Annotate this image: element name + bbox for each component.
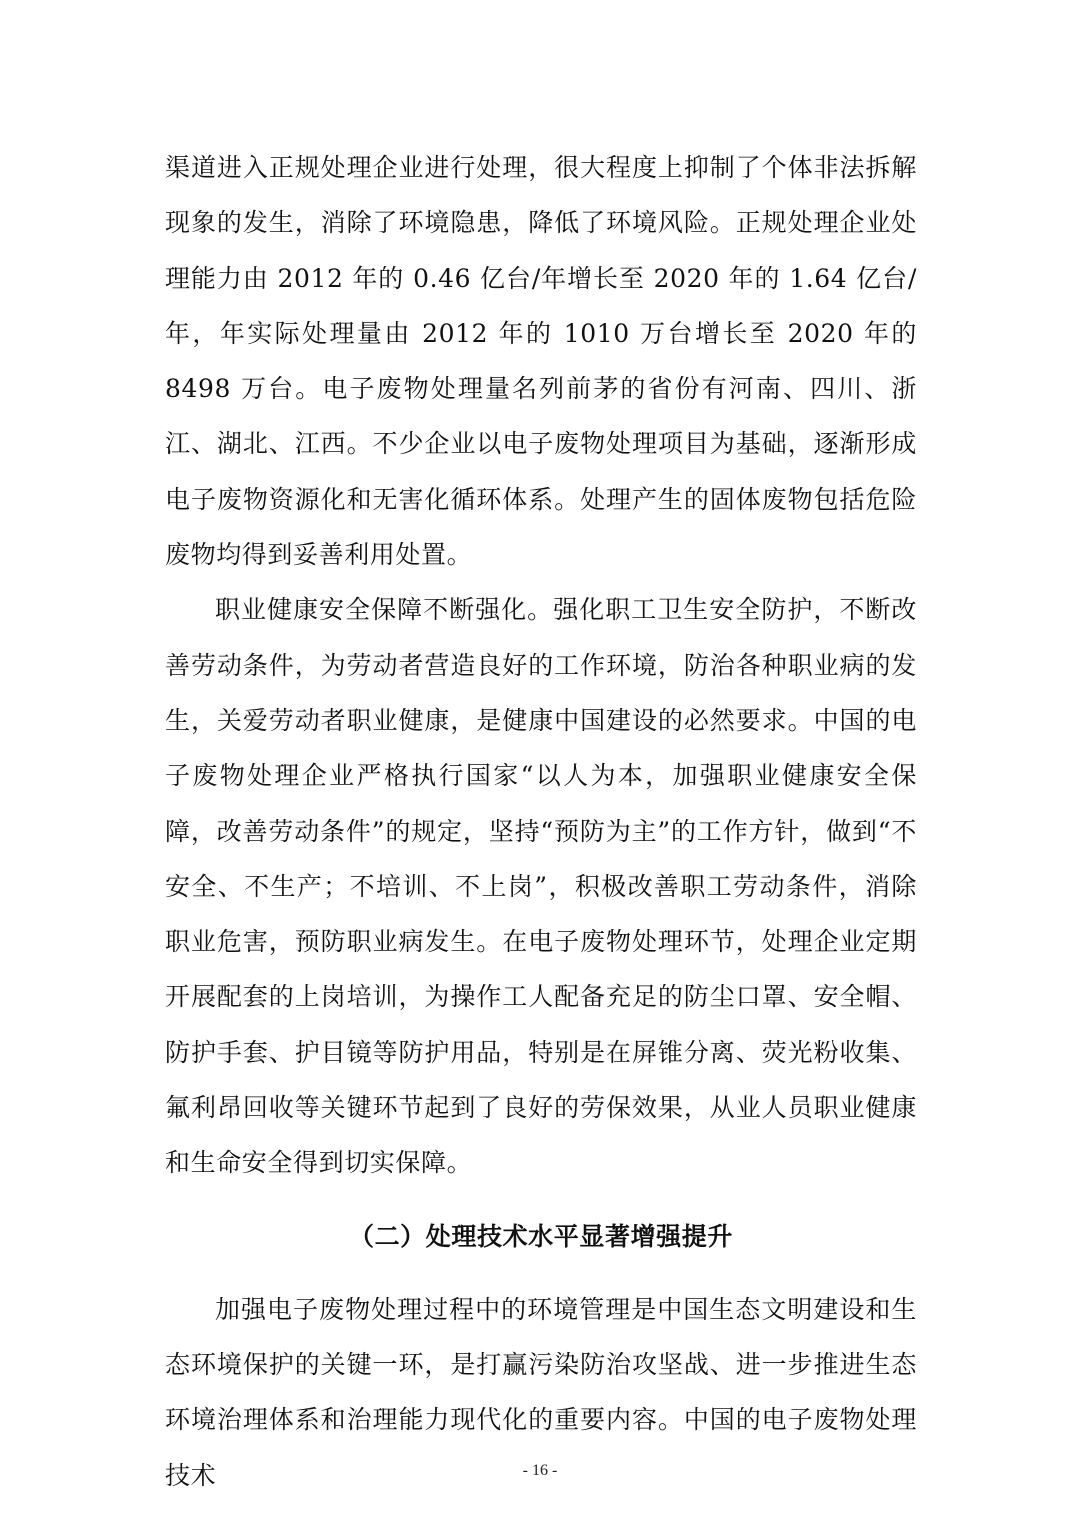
page-number: - 16 - xyxy=(522,1462,558,1479)
paragraph-occupational-health: 职业健康安全保障不断强化。强化职工卫生安全防护，不断改善劳动条件，为劳动者营造良好的工作环境，防治各种职业病的发生，关爱劳动者职业健康，是健康中国建设的必然要求。中国的电子废物处理企业严格执行国家“以人为本，加强职业健康安全保障，改善劳动条件”的规定，坚持“预防为主”的工作方针，做到“不安全、不生产；不培训、不上岗”，积极改善职工劳动条件，消除职业危害，预防职业病发生。在电子废物处理环节，处理企业定期开展配套的上岗培训，为操作工人配备充足的防尘口罩、安全帽、防护手套、护目镜等防护用品，特别是在屏锥分离、荧光粉收集、氟利昂回收等关键环节起到了良好的劳保效果，从业人员职业健康和生命安全得到切实保障。 xyxy=(165,595,917,1178)
page-body xyxy=(165,140,917,1503)
paragraph-continued: 渠道进入正规处理企业进行处理，很大程度上抑制了个体非法拆解现象的发生，消除了环境隐患，降低了环境风险。正规处理企业处理能力由 2012 年的 0.46 亿台/年增长至 2020 年的 1.64 亿台/年，年实际处理量由 2012 年的 1010 万台增长至 2020 年的 8498 万台。电子废物处理量名列前茅的省份有河南、四川、浙江、湖北、江西。不少企业以电子废物处理项目为基础，逐渐形成电子废物资源化和无害化循环体系。处理产生的固体废物包括危险废物均得到妥善利用处置。 xyxy=(165,153,917,570)
paragraph-technology: 加强电子废物处理过程中的环境管理是中国生态文明建设和生态环境保护的关键一环，是打赢污染防治攻坚战、进一步推进生态环境治理体系和治理能力现代化的重要内容。中国的电子废物处理技术 xyxy=(165,1294,917,1490)
section-heading: （二）处理技术水平显著增强提升 xyxy=(348,1221,733,1251)
